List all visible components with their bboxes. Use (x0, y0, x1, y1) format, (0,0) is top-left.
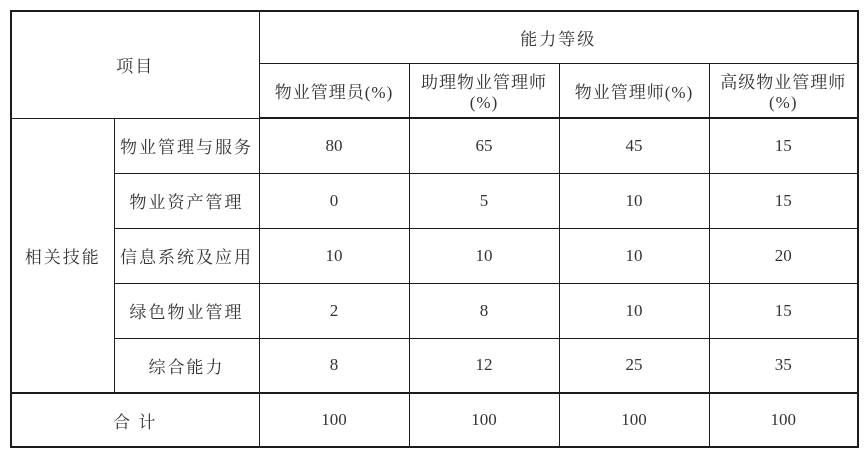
total-value-cell: 100 (259, 393, 409, 447)
row-label: 综合能力 (114, 338, 259, 393)
column-header-assistant-property-management-master: 助理物业管理师(%) (409, 63, 559, 118)
table-row (11, 228, 858, 283)
value-cell: 8 (409, 283, 559, 338)
value-cell: 12 (409, 338, 559, 393)
value-cell: 15 (709, 283, 858, 338)
value-cell: 2 (259, 283, 409, 338)
group-header-ability-level: 能力等级 (259, 11, 858, 63)
table-row (11, 338, 858, 393)
total-label: 合 计 (11, 393, 259, 447)
table-row (11, 283, 858, 338)
total-row (11, 393, 858, 447)
row-group-label-related-skills: 相关技能 (11, 118, 114, 393)
competency-level-weight-table (10, 10, 859, 448)
value-cell: 10 (559, 173, 709, 228)
value-cell: 8 (259, 338, 409, 393)
column-header-property-management-master: 物业管理师(%) (559, 63, 709, 118)
column-header-property-manager: 物业管理员(%) (259, 63, 409, 118)
value-cell: 10 (259, 228, 409, 283)
value-cell: 15 (709, 173, 858, 228)
value-cell: 20 (709, 228, 858, 283)
table-row (11, 118, 858, 173)
value-cell: 0 (259, 173, 409, 228)
value-cell: 35 (709, 338, 858, 393)
value-cell: 10 (409, 228, 559, 283)
value-cell: 45 (559, 118, 709, 173)
total-value-cell: 100 (709, 393, 858, 447)
value-cell: 25 (559, 338, 709, 393)
total-value-cell: 100 (409, 393, 559, 447)
corner-header-project: 项目 (11, 11, 259, 118)
value-cell: 5 (409, 173, 559, 228)
row-label: 绿色物业管理 (114, 283, 259, 338)
total-value-cell: 100 (559, 393, 709, 447)
value-cell: 80 (259, 118, 409, 173)
column-header-senior-property-management-master: 高级物业管理师(%) (709, 63, 858, 118)
value-cell: 15 (709, 118, 858, 173)
row-label: 信息系统及应用 (114, 228, 259, 283)
value-cell: 65 (409, 118, 559, 173)
value-cell: 10 (559, 228, 709, 283)
value-cell: 10 (559, 283, 709, 338)
table-row (11, 173, 858, 228)
row-label: 物业管理与服务 (114, 118, 259, 173)
row-label: 物业资产管理 (114, 173, 259, 228)
